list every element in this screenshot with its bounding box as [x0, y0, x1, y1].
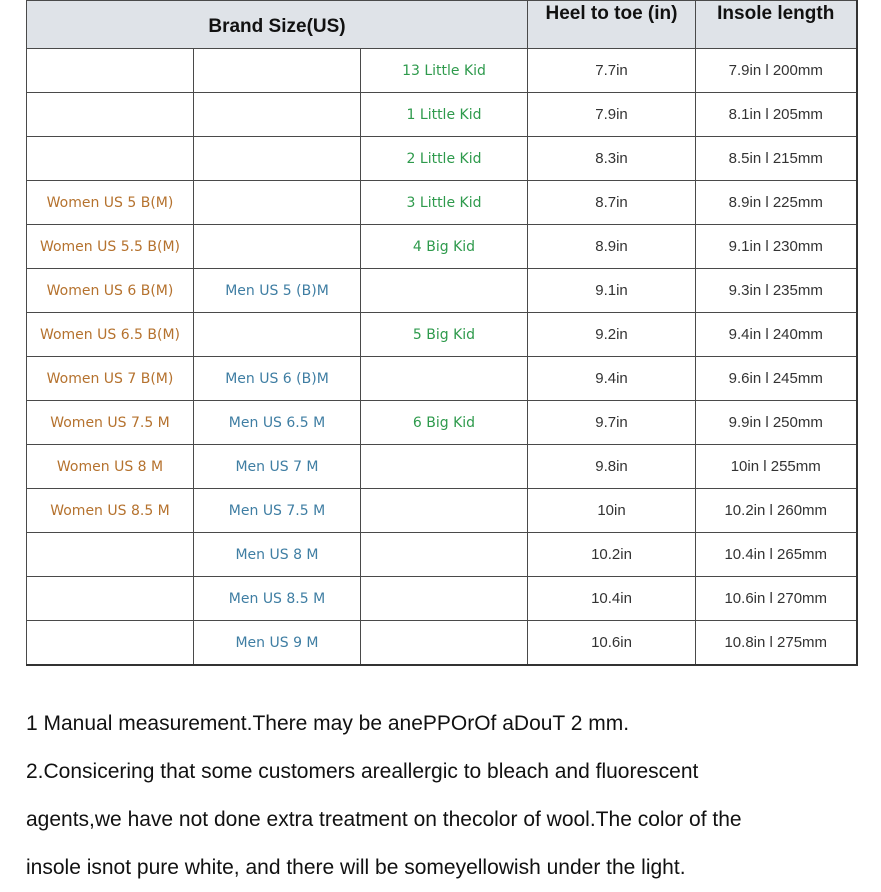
insole-length-cell: 8.9in l 225mm	[696, 181, 857, 225]
insole-length-cell: 8.5in l 215mm	[696, 137, 857, 181]
note-color-line-3: insole isnot pure white, and there will be someyellowish under the light.	[26, 856, 686, 879]
men-size-cell: Men US 8 M	[194, 533, 361, 577]
insole-length-cell: 8.1in l 205mm	[696, 93, 857, 137]
header-brand-size: Brand Size(US)	[27, 1, 528, 49]
table-row	[27, 93, 857, 137]
heel-to-toe-cell: 10.4in	[528, 577, 696, 621]
heel-to-toe-cell: 10in	[528, 489, 696, 533]
kid-size-cell: 6 Big Kid	[361, 401, 528, 445]
men-size-cell: Men US 5 (B)M	[194, 269, 361, 313]
heel-to-toe-cell: 9.2in	[528, 313, 696, 357]
women-size-cell	[27, 49, 194, 93]
women-size-cell	[27, 533, 194, 577]
kid-size-cell: 5 Big Kid	[361, 313, 528, 357]
kid-size-cell	[361, 489, 528, 533]
table-row	[27, 489, 857, 533]
kid-size-cell: 1 Little Kid	[361, 93, 528, 137]
kid-size-cell: 13 Little Kid	[361, 49, 528, 93]
insole-length-cell: 10.4in l 265mm	[696, 533, 857, 577]
kid-size-cell	[361, 533, 528, 577]
heel-to-toe-cell: 9.4in	[528, 357, 696, 401]
table-row	[27, 269, 857, 313]
heel-to-toe-cell: 7.7in	[528, 49, 696, 93]
heel-to-toe-cell: 7.9in	[528, 93, 696, 137]
men-size-cell	[194, 49, 361, 93]
heel-to-toe-cell: 8.9in	[528, 225, 696, 269]
women-size-cell: Women US 7 B(M)	[27, 357, 194, 401]
header-row	[27, 1, 857, 49]
women-size-cell	[27, 93, 194, 137]
men-size-cell: Men US 6 (B)M	[194, 357, 361, 401]
insole-length-cell: 10.8in l 275mm	[696, 621, 857, 666]
table-row	[27, 577, 857, 621]
men-size-cell: Men US 7.5 M	[194, 489, 361, 533]
heel-to-toe-cell: 8.3in	[528, 137, 696, 181]
insole-length-cell: 9.1in l 230mm	[696, 225, 857, 269]
insole-length-cell: 7.9in l 200mm	[696, 49, 857, 93]
men-size-cell: Men US 9 M	[194, 621, 361, 666]
women-size-cell: Women US 8 M	[27, 445, 194, 489]
kid-size-cell	[361, 269, 528, 313]
table-body	[27, 49, 857, 666]
women-size-cell	[27, 137, 194, 181]
table-row	[27, 225, 857, 269]
table-row	[27, 357, 857, 401]
table-row	[27, 533, 857, 577]
kid-size-cell	[361, 577, 528, 621]
women-size-cell: Women US 5 B(M)	[27, 181, 194, 225]
heel-to-toe-cell: 9.1in	[528, 269, 696, 313]
heel-to-toe-cell: 8.7in	[528, 181, 696, 225]
insole-length-cell: 10.2in l 260mm	[696, 489, 857, 533]
insole-length-cell: 9.6in l 245mm	[696, 357, 857, 401]
men-size-cell: Men US 8.5 M	[194, 577, 361, 621]
kid-size-cell: 2 Little Kid	[361, 137, 528, 181]
table-row	[27, 49, 857, 93]
heel-to-toe-cell: 9.8in	[528, 445, 696, 489]
header-heel-to-toe: Heel to toe (in)	[528, 1, 696, 49]
insole-length-cell: 9.4in l 240mm	[696, 313, 857, 357]
women-size-cell: Women US 8.5 M	[27, 489, 194, 533]
kid-size-cell: 3 Little Kid	[361, 181, 528, 225]
note-color-line-1: 2.Consicering that some customers areallergic to bleach and fluorescent	[26, 760, 699, 783]
heel-to-toe-cell: 9.7in	[528, 401, 696, 445]
men-size-cell	[194, 225, 361, 269]
notes-section	[26, 700, 866, 892]
heel-to-toe-cell: 10.2in	[528, 533, 696, 577]
insole-length-cell: 9.9in l 250mm	[696, 401, 857, 445]
note-color-line-2: agents,we have not done extra treatment on thecolor of wool.The color of the	[26, 808, 742, 831]
table-row	[27, 621, 857, 666]
women-size-cell: Women US 5.5 B(M)	[27, 225, 194, 269]
heel-to-toe-cell: 10.6in	[528, 621, 696, 666]
women-size-cell: Women US 6.5 B(M)	[27, 313, 194, 357]
men-size-cell	[194, 93, 361, 137]
men-size-cell	[194, 313, 361, 357]
table-row	[27, 137, 857, 181]
insole-length-cell: 9.3in l 235mm	[696, 269, 857, 313]
header-insole-length: Insole length	[696, 1, 857, 49]
note-measurement: 1 Manual measurement.There may be anePPOrOf aDouT 2 mm.	[26, 712, 630, 735]
women-size-cell	[27, 621, 194, 666]
kid-size-cell: 4 Big Kid	[361, 225, 528, 269]
table-row	[27, 401, 857, 445]
men-size-cell	[194, 137, 361, 181]
table-row	[27, 181, 857, 225]
women-size-cell: Women US 7.5 M	[27, 401, 194, 445]
insole-length-cell: 10in l 255mm	[696, 445, 857, 489]
size-chart-table	[26, 0, 858, 666]
table-row	[27, 445, 857, 489]
table-row	[27, 313, 857, 357]
men-size-cell: Men US 7 M	[194, 445, 361, 489]
kid-size-cell	[361, 357, 528, 401]
kid-size-cell	[361, 621, 528, 666]
men-size-cell	[194, 181, 361, 225]
women-size-cell: Women US 6 B(M)	[27, 269, 194, 313]
insole-length-cell: 10.6in l 270mm	[696, 577, 857, 621]
kid-size-cell	[361, 445, 528, 489]
men-size-cell: Men US 6.5 M	[194, 401, 361, 445]
women-size-cell	[27, 577, 194, 621]
